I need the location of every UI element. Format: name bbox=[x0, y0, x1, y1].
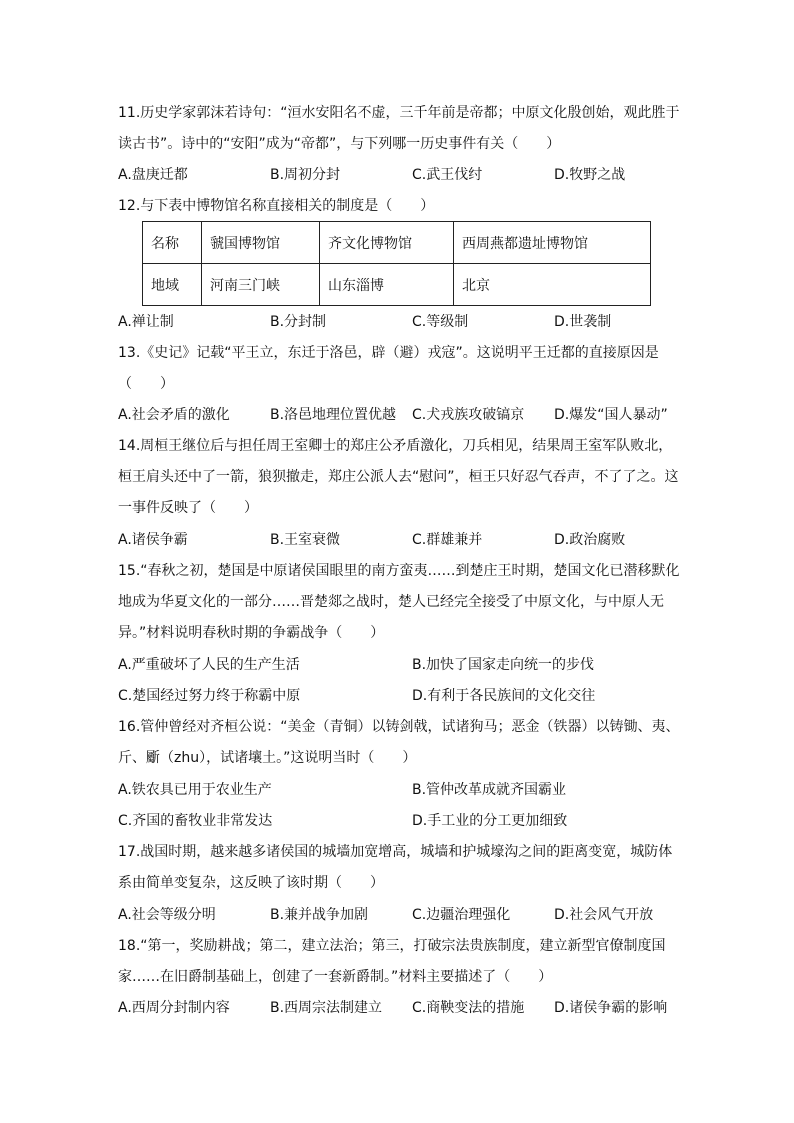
question-17-options bbox=[118, 905, 698, 925]
question-17-text: 17.战国时期，越来越多诸侯国的城墙加宽增高，城墙和护城壕沟之间的距离变宽，城防体 bbox=[118, 844, 673, 860]
option-d: D.社会风气开放 bbox=[554, 907, 654, 923]
option-b: B.洛邑地理位置优越 bbox=[270, 407, 397, 423]
question-13-text: 13.《史记》记载“平王立，东迁于洛邑，辟（避）戎寇”。这说明平王迁都的直接原因是 bbox=[118, 345, 659, 361]
table-cell: 西周燕都遗址博物馆 bbox=[454, 222, 651, 264]
option-d: D.有利于各民族间的文化交往 bbox=[412, 688, 596, 704]
question-16-options bbox=[118, 811, 698, 831]
question-15-options bbox=[118, 686, 698, 706]
option-a: A.社会等级分明 bbox=[118, 907, 216, 923]
option-a: A.社会矛盾的激化 bbox=[118, 407, 230, 423]
option-a: A.西周分封制内容 bbox=[118, 1000, 230, 1016]
question-15-options bbox=[118, 655, 698, 675]
option-c: C.商鞅变法的措施 bbox=[412, 1000, 525, 1016]
question-11-text-cont: 读古书”。诗中的“安阳”成为“帝都”，与下列哪一历史事件有关（ ） bbox=[118, 136, 561, 152]
option-d: D.手工业的分工更加细致 bbox=[412, 813, 568, 829]
option-a: A.盘庚迁都 bbox=[118, 167, 188, 183]
question-13-text-cont: （ ） bbox=[118, 376, 174, 392]
question-14-text-cont: 一事件反映了（ ） bbox=[118, 500, 258, 516]
question-11-options bbox=[118, 165, 698, 185]
table-cell: 山东淄博 bbox=[320, 264, 454, 306]
table-row bbox=[143, 264, 651, 306]
question-12-options bbox=[118, 312, 698, 332]
question-13-options bbox=[118, 405, 698, 425]
question-14-options bbox=[118, 530, 698, 550]
option-b: B.周初分封 bbox=[270, 167, 341, 183]
question-14-text-cont: 桓王肩头还中了一箭，狼狈撤走，郑庄公派人去“慰问”，桓王只好忍气吞声，不了了之。这 bbox=[118, 469, 679, 485]
option-c: C.武王伐纣 bbox=[412, 167, 483, 183]
table-cell: 齐文化博物馆 bbox=[320, 222, 454, 264]
museum-table bbox=[142, 221, 651, 306]
option-b: B.王室衰微 bbox=[270, 532, 341, 548]
option-c: C.楚国经过努力终于称霸中原 bbox=[118, 688, 301, 704]
option-c: C.犬戎族攻破镐京 bbox=[412, 407, 525, 423]
option-b: B.兼并战争加剧 bbox=[270, 907, 369, 923]
option-c: C.边疆治理强化 bbox=[412, 907, 511, 923]
table-row bbox=[143, 222, 651, 264]
option-b: B.分封制 bbox=[270, 314, 327, 330]
option-b: B.加快了国家走向统一的步伐 bbox=[412, 657, 595, 673]
question-12-text: 12.与下表中博物馆名称直接相关的制度是（ ） bbox=[118, 198, 435, 214]
option-c: C.齐国的畜牧业非常发达 bbox=[118, 813, 273, 829]
question-17-text-cont: 系由简单变复杂，这反映了该时期（ ） bbox=[118, 875, 384, 891]
question-15-text-cont: 异。”材料说明春秋时期的争霸战争（ ） bbox=[118, 625, 385, 641]
option-d: D.政治腐败 bbox=[554, 532, 626, 548]
option-c: C.群雄兼并 bbox=[412, 532, 483, 548]
option-a: A.禅让制 bbox=[118, 314, 174, 330]
option-a: A.严重破坏了人民的生产生活 bbox=[118, 657, 300, 673]
option-a: A.诸侯争霸 bbox=[118, 532, 188, 548]
question-18-options bbox=[118, 998, 698, 1018]
question-18-text-cont: 家……在旧爵制基础上，创建了一套新爵制。”材料主要描述了（ ） bbox=[118, 969, 553, 985]
question-14-text: 14.周桓王继位后与担任周王室卿士的郑庄公矛盾激化，刀兵相见，结果周王室军队败北， bbox=[118, 438, 673, 454]
question-11-text: 11.历史学家郭沫若诗句：“洹水安阳名不虚，三千年前是帝都；中原文化殷创始，观此胜于 bbox=[118, 105, 680, 121]
table-cell: 虢国博物馆 bbox=[202, 222, 320, 264]
option-b: B.西周宗法制建立 bbox=[270, 1000, 383, 1016]
question-15-text: 15.“春秋之初，楚国是中原诸侯国眼里的南方蛮夷……到楚庄王时期，楚国文化已潜移默化 bbox=[118, 563, 680, 579]
table-cell: 河南三门峡 bbox=[202, 264, 320, 306]
question-15-text-cont: 地成为华夏文化的一部分……晋楚郯之战时，楚人已经完全接受了中原文化，与中原人无 bbox=[118, 594, 664, 610]
option-d: D.爆发“国人暴动” bbox=[554, 407, 668, 423]
table-cell: 地域 bbox=[143, 264, 202, 306]
option-d: D.诸侯争霸的影响 bbox=[554, 1000, 668, 1016]
question-16-text: 16.管仲曾经对齐桓公说：“美金（青铜）以铸剑戟，试诸狗马；恶金（铁器）以铸锄、夷、 bbox=[118, 719, 680, 735]
option-d: D.牧野之战 bbox=[554, 167, 626, 183]
question-18-text: 18.“第一，奖励耕战；第二，建立法治；第三，打破宗法贵族制度，建立新型官僚制度国 bbox=[118, 938, 666, 954]
option-d: D.世袭制 bbox=[554, 314, 612, 330]
table-cell: 名称 bbox=[143, 222, 202, 264]
option-c: C.等级制 bbox=[412, 314, 469, 330]
table-cell: 北京 bbox=[454, 264, 651, 306]
question-16-text-cont: 斤、斸（zhu），试诸壤土。”这说明当时（ ） bbox=[118, 750, 417, 766]
question-16-options bbox=[118, 780, 698, 800]
option-a: A.铁农具已用于农业生产 bbox=[118, 782, 272, 798]
option-b: B.管仲改革成就齐国霸业 bbox=[412, 782, 567, 798]
